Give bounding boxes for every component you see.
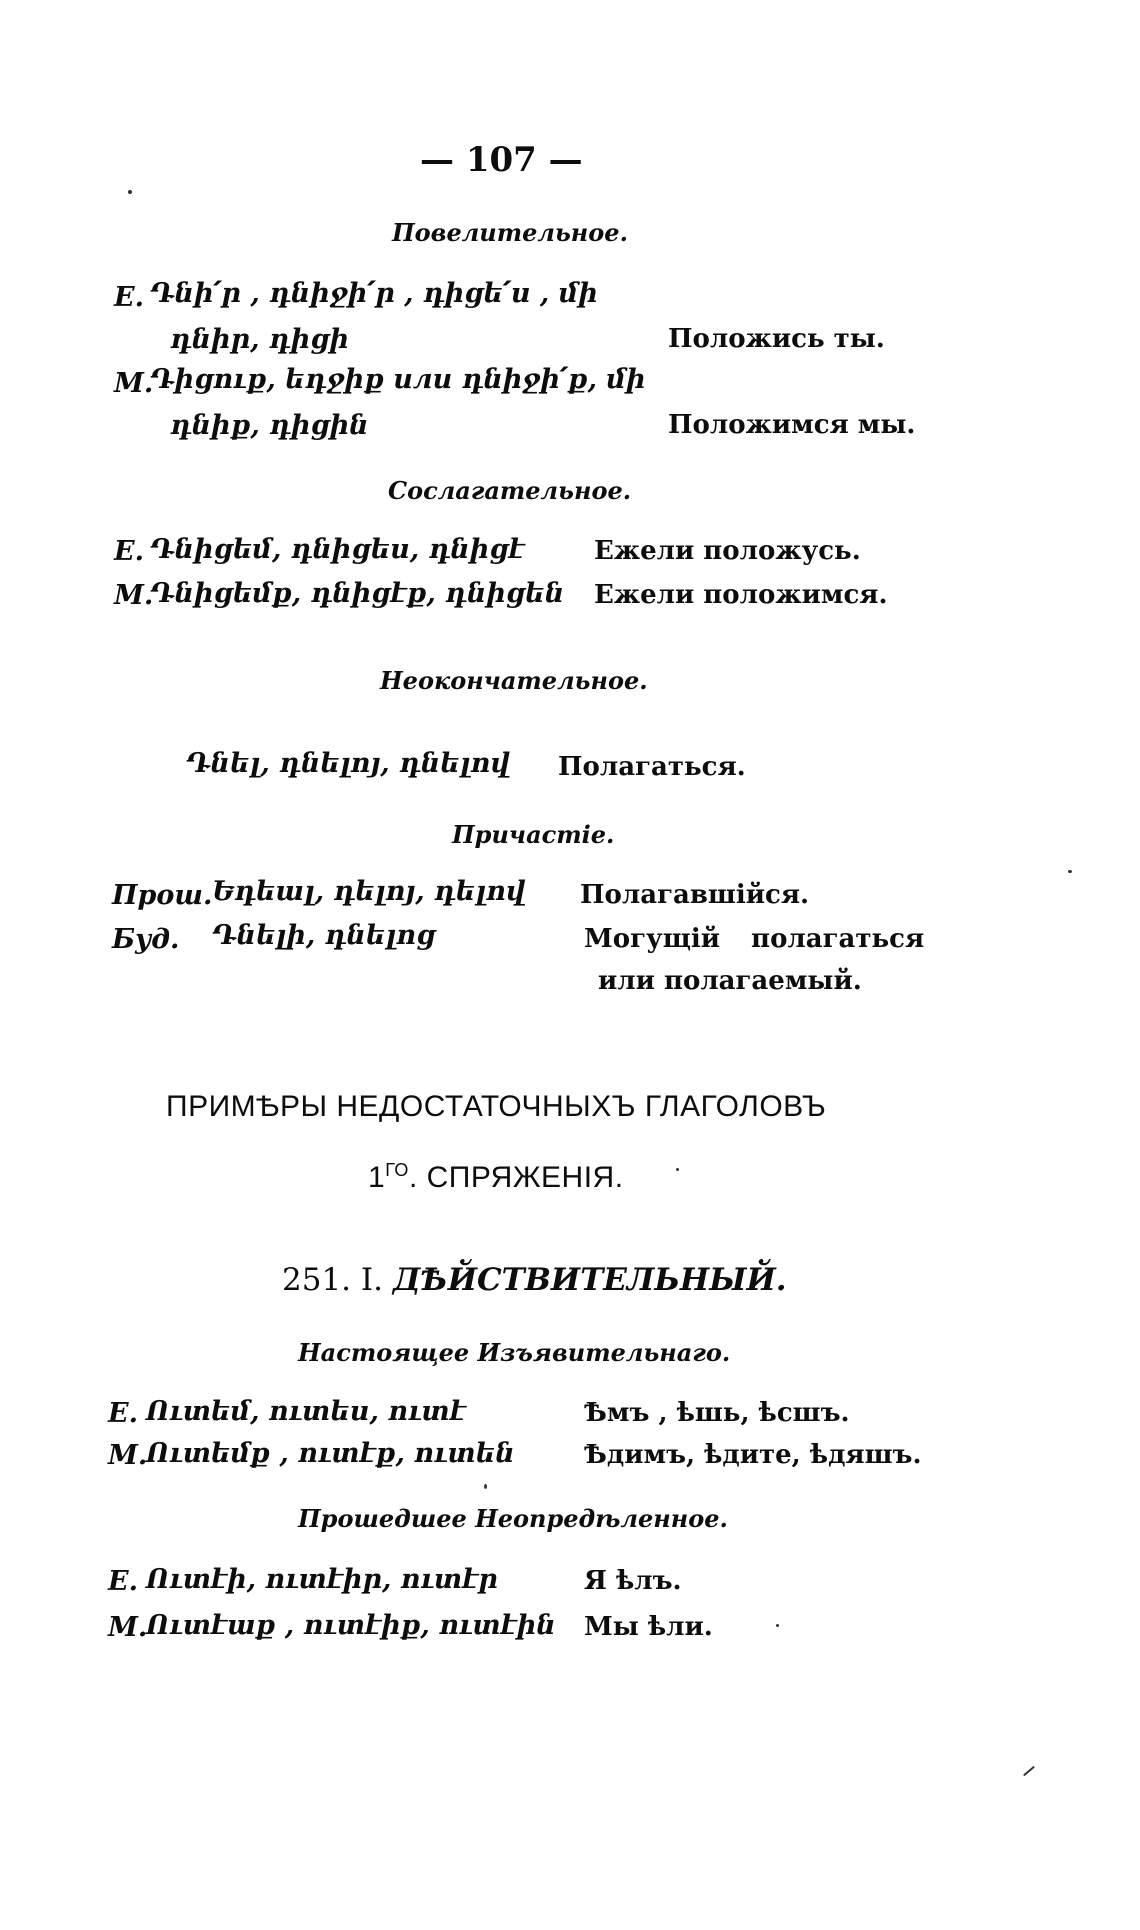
imperative-pl-armenian-1: Դիցուք, եդջիք или դնիջի՛ք, մի: [150, 364, 646, 395]
subjunctive-sg-label: Е.: [114, 536, 144, 567]
conjugation-word: . СПРЯЖЕНІЯ.: [408, 1161, 624, 1194]
present-sg-armenian: Ուտեմ, ուտես, ուտէ: [146, 1396, 466, 1427]
conjugation-number: 1: [368, 1161, 386, 1194]
present-heading: Настоящее Изъявительнаго.: [298, 1338, 731, 1367]
present-sg-translation: Ѣмъ , ѣшь, ѣсшъ.: [584, 1398, 850, 1428]
infinitive-heading: Неокончательное.: [380, 666, 648, 695]
section-title-line1: ПРИМѢРЫ НЕДОСТАТОЧНЫХЪ ГЛАГОЛОВЪ: [166, 1090, 827, 1123]
participle-past-armenian: Եդեալ, դելոյ, դելով: [212, 876, 526, 907]
scan-speck: [776, 1624, 779, 1627]
past-sg-armenian: Ուտէի, ուտէիր, ուտէր: [146, 1564, 498, 1595]
section-title-line2: [368, 1160, 624, 1195]
imperative-pl-translation: Положимся мы.: [668, 410, 916, 440]
scan-speck: [1023, 1766, 1035, 1777]
imperative-sg-translation: Положись ты.: [668, 324, 885, 354]
subjunctive-sg-translation: Ежели положусь.: [594, 536, 861, 566]
participle-future-translation-2: или полагаемый.: [598, 966, 862, 996]
conjugation-ordinal-suffix: ГО: [385, 1160, 409, 1180]
present-pl-armenian: Ուտեմք , ուտէք, ուտեն: [146, 1438, 515, 1469]
past-pl-translation: Мы ѣли.: [584, 1612, 713, 1642]
subjunctive-heading: Сослагательное.: [388, 476, 632, 505]
participle-future-armenian: Դնելի, դնելոց: [212, 920, 436, 951]
participle-past-translation: Полагавшійся.: [580, 880, 810, 910]
imperative-pl-label: М.: [114, 368, 154, 399]
section-251-heading: [282, 1262, 787, 1298]
subjunctive-pl-translation: Ежели положимся.: [594, 580, 888, 610]
past-sg-label: Е.: [108, 1566, 138, 1597]
participle-heading: Причастіе.: [452, 820, 615, 849]
past-indefinite-heading: Прошедшее Неопредѣленное.: [298, 1504, 728, 1533]
imperative-pl-armenian-2: դնիք, դիցին: [170, 410, 369, 441]
imperative-sg-label: Е.: [114, 282, 144, 313]
scan-speck: [1068, 870, 1072, 873]
scan-speck: [676, 1168, 679, 1171]
imperative-heading: Повелительное.: [392, 218, 628, 247]
present-sg-label: Е.: [108, 1398, 138, 1429]
page-number: — 107 —: [420, 140, 583, 180]
subjunctive-sg-armenian: Դնիցեմ, դնիցես, դնիցէ: [150, 534, 525, 565]
past-sg-translation: Я ѣлъ.: [584, 1566, 682, 1596]
section-number: 251. I.: [282, 1262, 383, 1298]
participle-past-label: Прош.: [112, 880, 213, 911]
subjunctive-pl-label: М.: [114, 580, 154, 611]
scan-speck: [484, 1484, 487, 1489]
scan-speck: [128, 190, 132, 194]
imperative-sg-armenian-1: Դնի՛ր , դնիջի՛ր , դիցե՛ս , մի: [150, 278, 598, 309]
present-pl-label: М.: [108, 1440, 148, 1471]
participle-future-translation-1: Могущій полагаться: [584, 924, 925, 954]
infinitive-armenian: Դնել, դնելոյ, դնելով: [186, 748, 511, 779]
infinitive-translation: Полагаться.: [558, 752, 746, 782]
present-pl-translation: Ѣдимъ, ѣдите, ѣдяшъ.: [584, 1440, 922, 1470]
past-pl-label: М.: [108, 1612, 148, 1643]
past-pl-armenian: Ուտէաք , ուտէիք, ուտէին: [146, 1610, 556, 1641]
participle-future-label: Буд.: [112, 924, 180, 955]
section-name: ДѢЙСТВИТЕЛЬНЫЙ.: [392, 1262, 787, 1298]
subjunctive-pl-armenian: Դնիցեմք, դնիցէք, դնիցեն: [150, 578, 565, 609]
imperative-sg-armenian-2: դնիր, դիցի: [170, 324, 349, 355]
